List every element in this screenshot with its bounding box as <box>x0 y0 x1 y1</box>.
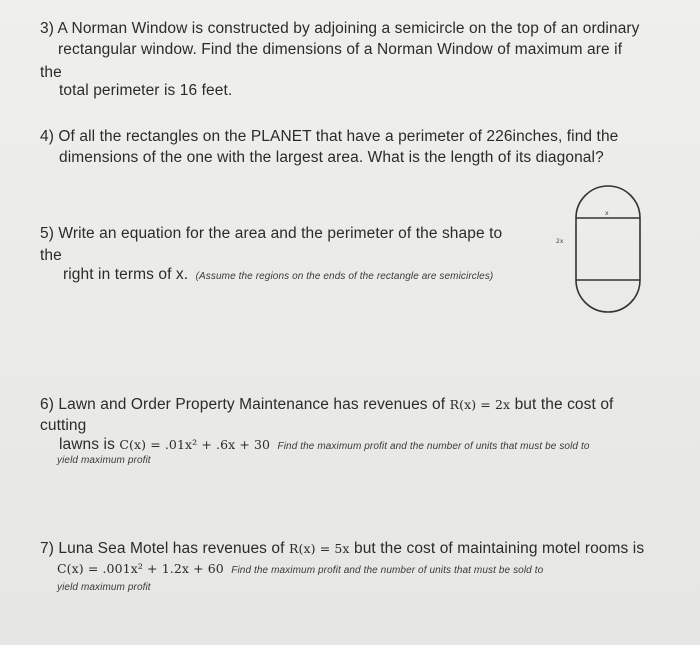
p6-revenue: R(x) = 2x <box>449 397 511 412</box>
p6-note: Find the maximum profit and the number of units that must be sold to <box>277 441 590 452</box>
p6-line-1 <box>40 396 613 414</box>
p3-line-1: 3) A Norman Window is constructed by adjoining a semicircle on the top of an ordinary <box>40 20 640 37</box>
p6-line-3 <box>59 436 589 454</box>
p7-line-2 <box>57 560 543 578</box>
p6-cost: C(x) = .01x² + .6x + 30 <box>119 437 271 452</box>
p7-revenue: R(x) = 5x <box>289 541 350 556</box>
p6-line-1a: 6) Lawn and Order Property Maintenance has revenues of <box>40 396 446 413</box>
p5-line-3-text: right in terms of x. <box>63 266 189 283</box>
stadium-shape-figure <box>568 180 648 320</box>
p7-note: Find the maximum profit and the number of units that must be sold to <box>231 565 544 576</box>
p7-line-1a: 7) Luna Sea Motel has revenues of <box>40 540 285 557</box>
p5-line-1: 5) Write an equation for the area and the perimeter of the shape to <box>40 225 503 242</box>
p4-line-2: dimensions of the one with the largest area. What is the length of its diagonal? <box>59 149 604 166</box>
side-length-label: 2x <box>556 238 564 245</box>
p6-note-2: yield maximum profit <box>57 455 151 466</box>
p3-line-2: rectangular window. Find the dimensions of a Norman Window of maximum are if <box>58 41 623 58</box>
p3-line-3: the <box>40 64 62 81</box>
p7-note-2: yield maximum profit <box>57 582 151 593</box>
p7-line-1 <box>40 540 644 558</box>
p7-line-1b: but the cost of maintaining motel rooms is <box>353 540 645 557</box>
p6-line-2: cutting <box>40 417 87 434</box>
p7-cost: C(x) = .001x² + 1.2x + 60 <box>57 561 224 576</box>
p6-line-1b: but the cost of <box>514 396 614 413</box>
p4-line-1: 4) Of all the rectangles on the PLANET that have a perimeter of 226inches, find the <box>40 128 619 145</box>
stadium-outline <box>576 186 640 312</box>
p6-line-3a: lawns is <box>59 436 115 453</box>
top-width-label: x <box>605 210 609 217</box>
p5-line-3 <box>63 266 493 284</box>
p5-line-2: the <box>40 247 62 264</box>
p5-note: (Assume the regions on the ends of the rectangle are semicircles) <box>195 271 494 282</box>
p3-line-4: total perimeter is 16 feet. <box>59 82 233 99</box>
